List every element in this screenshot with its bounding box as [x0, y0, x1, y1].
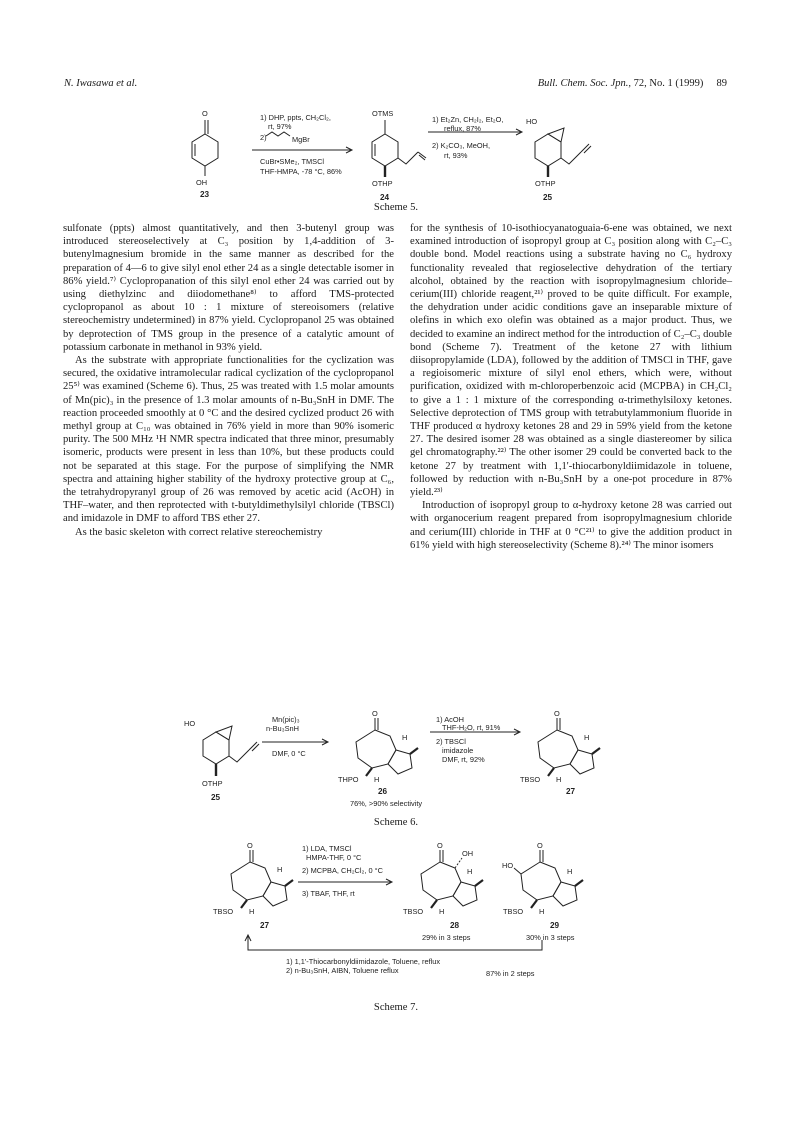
scheme-5-drawing — [180, 100, 620, 200]
scheme6-arrow2-line1: 1) AcOH — [436, 715, 464, 724]
s7-cmpd28-h1: H — [467, 867, 473, 876]
s6-cmpd25-chain — [229, 750, 249, 762]
s7-cmpd29-h2: H — [539, 907, 545, 916]
s6-cmpd26-h2: H — [374, 775, 380, 784]
left-para-3: As the basic skeleton with correct relative stereochemistry — [75, 526, 323, 538]
right-column — [410, 222, 732, 552]
s7-cmpd27-ring5 — [263, 882, 287, 906]
scheme5-arrow1-below1: CuBr•SMe₂, TMSCl — [260, 157, 325, 166]
s6-cmpd27-ring7 — [538, 730, 578, 768]
s6-cmpd25-othp: OTHP — [202, 779, 223, 788]
s7-cmpd29-ring5 — [553, 882, 577, 906]
scheme-6 — [180, 710, 620, 810]
s6-cmpd26-ring7 — [356, 730, 396, 768]
cmpd23-ring — [192, 134, 218, 166]
left-para-2: As the substrate with appropriate functionalities for the cyclization was secured, the oxidative intramolecular radical cyclization of the cyclopropanol 25⁵⁾ was examined (Scheme 6). Thus, 25 was treated with 1.5 molar amounts of Mn(pic)₃ in the presence of 1.3 molar amounts of n-Bu₃SnH in DMF. The reaction proceeded smoothly at 0 °C and the desired cyclized product 26 with methyl group at C₁₀ was obtained in 76% yield in more than 90% isomeric purity. The 500 MHz ¹H NMR spectra indicated that three minor, presumably isomeric, products were present in less than 10%, but these products could not be separated at this stage. For the purpose of simplifying the NMR spectra and attaining higher stability of the hydroxy protective group at C₆, the tetrahydropyranyl group of 26 was removed by acetic acid (AcOH) in THF–water, and then reprotected with t-butyldimethylsilyl chloride (TBSCl) and imidazole in DMF to afford TBS ether 27. — [63, 355, 394, 525]
scheme7-return-yield: 87% in 2 steps — [486, 969, 535, 978]
s6-cmpd26-note: 76%, >90% selectivity — [350, 799, 423, 808]
cmpd25-butenyl-chain — [561, 152, 581, 164]
cmpd24-butenyl-chain — [398, 152, 418, 164]
cmpd24-label: 24 — [380, 193, 390, 200]
s6-cmpd27-label: 27 — [566, 787, 576, 796]
s7-cmpd28-o: O — [437, 842, 443, 850]
s7-cmpd28-h2: H — [439, 907, 445, 916]
scheme5-arrow1-below2: THF-HMPA, -78 °C, 86% — [260, 167, 342, 176]
s6-cmpd27-ring5 — [570, 750, 594, 774]
scheme5-arrow2-line1: 1) Et₂Zn, CH₂I₂, Et₂O, — [432, 115, 504, 124]
right-para-1: for the synthesis of 10-isothiocyanatoguaia-6-ene was obtained, we next examined introduction of isopropyl group at C₃ position along with C₂–C₃ double bond. Model reactions using a substrate having no C₆ hydroxy functionality revealed that regioselective dehydration of the tertiary alcohol, obtained by the reaction with isopropylmagnesium chloride–cerium(III) chloride reagent,²¹⁾ proved to be quite difficult. For example, the dehydration under acidic conditions gave an inseparable mixture of olefins in which exo olefin was obtained as a major product. Thus, we decided to examine an indirect method for the introduction of C₂–C₃ double bond (Scheme 7). Treatment of the ketone 27 with lithium diisopropylamide (LDA), followed by the addition of TMSCl in THF, gave a regioisomeric mixture of silyl enol ethers, which were, without purification, oxidized with m-chloroperbenzoic acid (MCPBA) in CH₂Cl₂ to give a 1 : 1 mixture of the corresponding α-trimethylsiloxy ketones. Selective deprotection of TMS group with tetrabutylammonium fluoride in THF produced α hydroxy ketones 28 and 29 in 59% yield from the ketone 27. The desired isomer 28 was obtained as a single diastereomer by silica gel chromatography.²²⁾ The other isomer 29 could be converted back to the ketone 27 by treatment with 1,1'-thiocarbonyldiimidazole in toluene, followed by reduction with n-Bu₃SnH by a one-pot procedure in 87% yield.²³⁾ — [410, 223, 732, 499]
cmpd23-o: O — [202, 109, 208, 118]
s6-cmpd27-h1: H — [584, 733, 590, 742]
s7-cmpd29-label: 29 — [550, 921, 560, 930]
cmpd24-othp: OTHP — [372, 179, 393, 188]
s7-cmpd28-yield: 29% in 3 steps — [422, 933, 471, 942]
cmpd25-ho: HO — [526, 117, 538, 126]
s7-cmpd29-ho: HO — [502, 861, 514, 870]
cmpd23-label: 23 — [200, 190, 210, 199]
scheme6-arrow1-line2: n-Bu₃SnH — [266, 724, 299, 733]
s6-cmpd27-tbso: TBSO — [520, 775, 541, 784]
journal-volume: 72, No. 1 (1999) — [633, 78, 704, 89]
scheme-7-drawing — [200, 842, 600, 990]
s7-cmpd28-ring5 — [453, 882, 477, 906]
scheme5-arrow2-below2: rt, 93% — [444, 151, 468, 160]
s7-cmpd27-h2: H — [249, 907, 255, 916]
s6-cmpd25-label: 25 — [211, 793, 221, 802]
scheme6-arrow2-below1: 2) TBSCl — [436, 737, 466, 746]
butenyl-grignard — [266, 132, 290, 136]
s7-cmpd29-yield: 30% in 3 steps — [526, 933, 575, 942]
s7-cmpd27-label: 27 — [260, 921, 270, 930]
s7-cmpd27-ring7 — [231, 862, 271, 900]
scheme-7-caption: Scheme 7. — [373, 1002, 419, 1013]
scheme5-arrow1-line2: rt, 97% — [268, 122, 292, 131]
cmpd23-oh: OH — [196, 178, 208, 187]
running-header-authors: N. Iwasawa et al. — [64, 78, 138, 89]
scheme6-arrow1-below: DMF, 0 °C — [272, 749, 306, 758]
scheme-6-caption: Scheme 6. — [373, 817, 419, 828]
scheme-6-drawing — [180, 710, 620, 810]
scheme6-arrow2-line2: THF-H₂O, rt, 91% — [442, 723, 501, 732]
page-number: 89 — [716, 78, 727, 89]
s6-cmpd26-thpo: THPO — [338, 775, 359, 784]
scheme7-arrow-line3: 2) MCPBA, CH₂Cl₂, 0 °C — [302, 866, 383, 875]
s7-cmpd29-o: O — [537, 842, 543, 850]
scheme7-return-line1: 1) 1,1'-Thiocarbonyldiimidazole, Toluene, reflux — [286, 957, 441, 966]
s7-cmpd27-o: O — [247, 842, 253, 850]
s6-cmpd26-label: 26 — [378, 787, 388, 796]
s6-cmpd27-h2: H — [556, 775, 562, 784]
scheme7-return-line2: 2) n-Bu₃SnH, AIBN, Toluene reflux — [286, 966, 399, 975]
scheme6-arrow2-below3: DMF, rt, 92% — [442, 755, 485, 764]
scheme7-return-path — [248, 936, 542, 950]
s6-cmpd25-ho: HO — [184, 719, 196, 728]
s7-cmpd29-tbso: TBSO — [503, 907, 524, 916]
running-header-journal — [538, 78, 727, 89]
s7-cmpd28-tbso: TBSO — [403, 907, 424, 916]
scheme5-arrow2-below1: 2) K₂CO₃, MeOH, — [432, 141, 491, 150]
cmpd25-label: 25 — [543, 193, 553, 200]
cmpd25-ring — [535, 134, 561, 166]
scheme7-arrow-line1: 1) LDA, TMSCl — [302, 844, 352, 853]
journal-name: Bull. Chem. Soc. Jpn., — [537, 78, 632, 89]
cmpd25-othp: OTHP — [535, 179, 556, 188]
scheme7-arrow-line4: 3) TBAF, THF, rt — [302, 889, 355, 898]
scheme5-arrow1-mgbr: MgBr — [292, 135, 310, 144]
left-para-1: sulfonate (ppts) almost quantitatively, and then 3-butenyl group was introduced stereoselectively at C₃ position by 1,4-addition of 3-butenylmagnesium bromide in the same manner as described for the preparation of 4—6 to give silyl enol ether 24 as a single detectable isomer in 86% yield.⁷⁾ Cyclopropanation of this silyl enol ether 24 was carried out by using diethylzinc and diiodomethane⁸⁾ to afford TMS-protected cyclopropanol as about 10 : 1 mixture of stereoisomers (relative stereochemistry undetermined) in 87% yield. Cyclopropanol 25 was obtained by deprotection of TMS group in the presence of a catalytic amount of potassium carbonate in methanol in 93% yield. — [63, 223, 394, 353]
scheme7-arrow-line2: HMPA-THF, 0 °C — [306, 853, 362, 862]
s7-cmpd27-h1: H — [277, 865, 283, 874]
s7-cmpd29-h1: H — [567, 867, 573, 876]
s6-cmpd25-ring — [203, 732, 229, 764]
scheme6-arrow1-line1: Mn(pic)₃ — [272, 715, 300, 724]
s7-cmpd28-oh: OH — [462, 849, 474, 858]
cmpd24-otms: OTMS — [372, 109, 394, 118]
scheme-5-caption: Scheme 5. — [373, 202, 419, 213]
scheme5-arrow2-line2: reflux, 87% — [444, 124, 481, 133]
scheme5-arrow1-line1: 1) DHP, ppts, CH₂Cl₂, — [260, 113, 331, 122]
s6-cmpd26-o: O — [372, 710, 378, 718]
scheme5-arrow1-reagent2: 2) — [260, 133, 267, 142]
scheme6-arrow2-below2: imidazole — [442, 746, 474, 755]
s6-cmpd27-o: O — [554, 710, 560, 718]
right-para-2: Introduction of isopropyl group to α-hydroxy ketone 28 was carried out with organocerium reagent prepared from isopropylmagnesium chloride and cerium(III) chloride in THF at 0 °C²¹⁾ to give the addition product in 61% yield with high stereoselectivity (Scheme 8).²⁴⁾ The minor isomers — [410, 500, 732, 551]
s6-cmpd26-h1: H — [402, 733, 408, 742]
scheme-5 — [180, 100, 620, 200]
s7-cmpd27-tbso: TBSO — [213, 907, 234, 916]
s7-cmpd28-label: 28 — [450, 921, 460, 930]
s6-cmpd26-ring5 — [388, 750, 412, 774]
scheme-7 — [200, 842, 600, 990]
cmpd24-ring — [372, 134, 398, 166]
left-column — [63, 222, 394, 539]
s7-cmpd29-ring7 — [521, 862, 561, 900]
